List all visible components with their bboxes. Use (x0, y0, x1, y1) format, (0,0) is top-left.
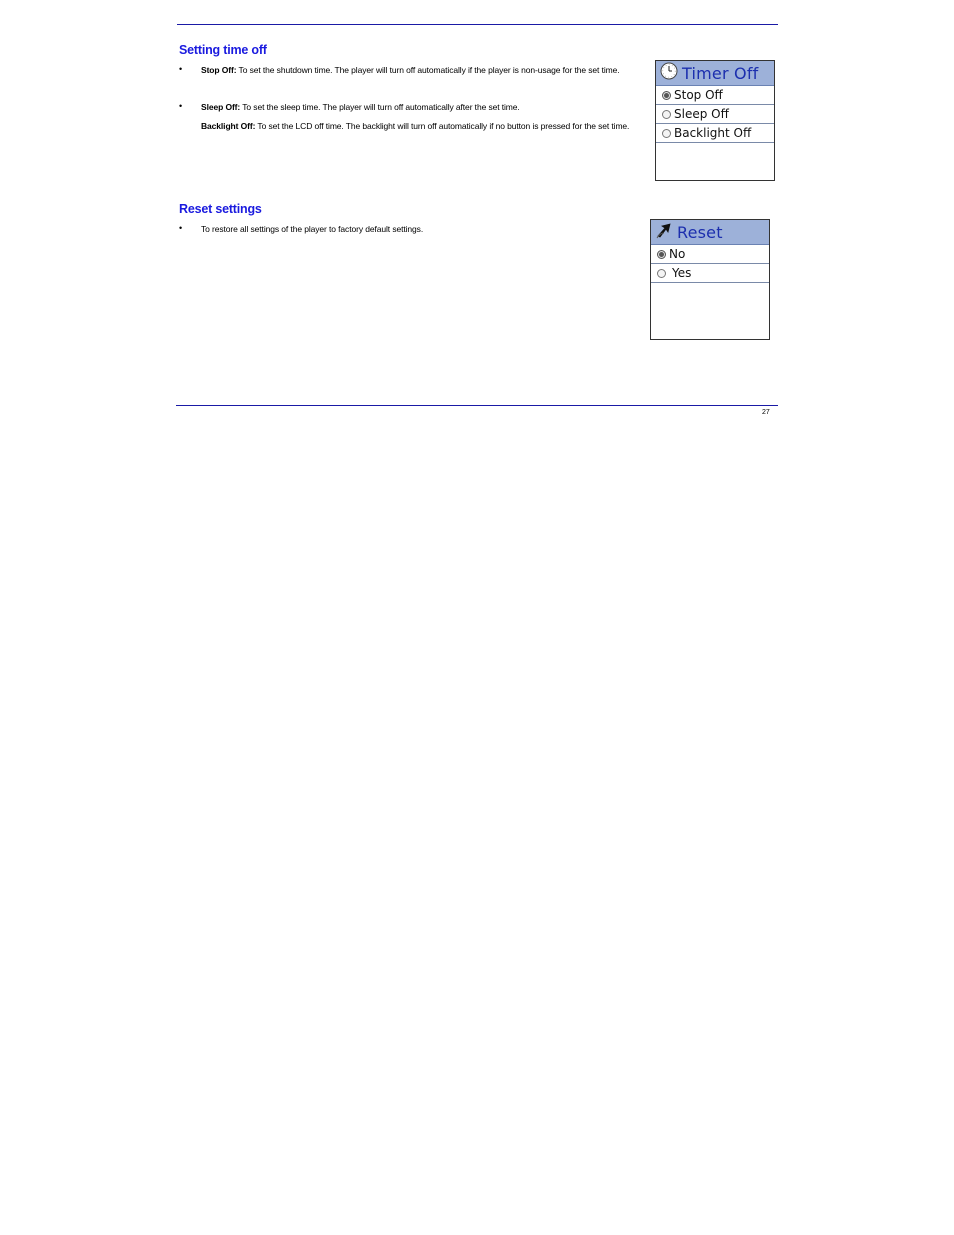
radio-unselected-icon (662, 129, 671, 138)
bottom-rule (176, 405, 778, 406)
section-heading-time-off: Setting time off (179, 43, 267, 57)
list-item-reset (201, 220, 639, 239)
option-label: Yes (672, 266, 692, 280)
page-number: 27 (762, 409, 770, 416)
menu-option-stop-off[interactable] (656, 86, 774, 105)
list-item-backlight-off (201, 117, 639, 136)
radio-unselected-icon (662, 110, 671, 119)
bullet-marker: • (179, 223, 183, 233)
desc-reset: To restore all settings of the player to factory default settings. (201, 224, 424, 234)
option-label: Backlight Off (674, 126, 752, 140)
option-label: No (669, 247, 686, 261)
desc-backlight-off: To set the LCD off time. The backlight will turn off automatically if no button is pressed for the set time. (255, 121, 630, 131)
radio-selected-icon (662, 91, 671, 100)
desc-stop-off: To set the shutdown time. The player will turn off automatically if the player is non-usage for the set time. (236, 65, 620, 75)
bullet-marker: • (179, 101, 183, 111)
section-heading-reset: Reset settings (179, 202, 262, 216)
term-backlight-off: Backlight Off: (201, 121, 256, 131)
term-stop-off: Stop Off: (201, 65, 237, 75)
term-sleep-off: Sleep Off: (201, 102, 241, 112)
menu-title-bar (651, 220, 769, 245)
menu-title: Timer Off (682, 63, 759, 83)
list-item-stop-off (201, 61, 639, 80)
reset-menu-screenshot (650, 219, 770, 340)
option-label: Sleep Off (674, 107, 729, 121)
menu-title: Reset (677, 222, 723, 242)
menu-option-yes[interactable] (651, 264, 769, 283)
list-item-sleep-off (201, 98, 639, 117)
timer-off-menu-screenshot (655, 60, 775, 181)
menu-option-backlight-off[interactable] (656, 124, 774, 143)
clock-icon (660, 62, 678, 85)
radio-selected-icon (657, 250, 666, 259)
top-rule (177, 24, 778, 25)
menu-option-sleep-off[interactable] (656, 105, 774, 124)
option-label: Stop Off (674, 88, 723, 102)
desc-sleep-off: To set the sleep time. The player will turn off automatically after the set time. (240, 102, 520, 112)
bullet-marker: • (179, 64, 183, 74)
radio-unselected-icon (657, 269, 666, 278)
reset-arrow-icon (655, 221, 673, 244)
menu-title-bar (656, 61, 774, 86)
menu-option-no[interactable] (651, 245, 769, 264)
